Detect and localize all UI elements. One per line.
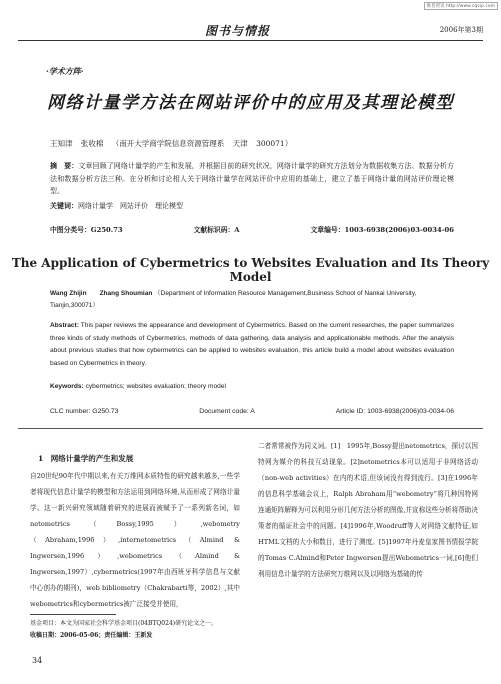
clc-zh: 中图分类号：G250.73 bbox=[50, 226, 123, 234]
meta-en bbox=[50, 408, 454, 415]
postcode-zh: 300071） bbox=[256, 139, 293, 148]
keywords-zh bbox=[50, 200, 454, 213]
article-id-zh: 文章编号：1003-6938(2006)03-0034-06 bbox=[310, 226, 454, 234]
authors-zh bbox=[50, 138, 298, 149]
abstract-zh-label: 摘 要： bbox=[50, 161, 79, 170]
author-2: 张收棉 bbox=[80, 139, 104, 148]
keywords-en bbox=[50, 383, 226, 390]
clc-en: CLC number: G250.73 bbox=[50, 408, 119, 415]
abstract-en-text: This paper reviews the appearance and development of Cybermetrics. Based on the current researches, the paper summarizes three kinds of study methods of Cybermetrics, methods of data gathering, data analysis and applicationable methods. After the analysis about previous studies that how cybermetrics can be applied to websites evaluation, this article build a model about websites evaluation based on Cybermetrics in theory. bbox=[50, 322, 454, 367]
article-id-en: Article ID: 1003-6938(2006)03-0034-06 bbox=[335, 408, 454, 415]
section-1-body: 自20世纪90年代中期以来,有关万维网本质特性的研究越来越多,一些学者将现代信息计量学的模型和方法运用到网络环境,从而形成了网络计量学。这一新兴研究领域随着研究的进展而被赋予了一系列新名词，如netometrics（Bossy,1995）,webometry（Abraham,1996）,internetometrics（Almind & Ingwersen,1996）,webometrics（Almind & Ingwersen,1997）,cybermetrics(1997年由西班牙科学信息与文献中心创办的期刊)，web bibliometry（Chakrabarti等，2002）,其中webometrics和cybermetrics被广泛接受并使用， bbox=[30, 472, 240, 608]
affiliation-en: （Department of Information Resource Management,Business School of Nankai University, Tianjin,300071） bbox=[50, 290, 417, 309]
watermark: 维普资讯 http://www.cqvip.com bbox=[424, 2, 498, 10]
section-label: ·学术方阵· bbox=[46, 66, 84, 76]
doc-code-zh: 文献标识码：A bbox=[193, 226, 240, 234]
authors-en bbox=[50, 288, 454, 312]
affiliation-zh: （南开大学商学院信息资源管理系 bbox=[111, 139, 225, 148]
meta-zh bbox=[50, 224, 454, 234]
page-number: 34 bbox=[32, 656, 43, 665]
city-zh: 天津 bbox=[232, 139, 248, 148]
section-divider bbox=[18, 428, 483, 429]
keywords-en-label: Keywords: bbox=[50, 383, 84, 390]
abstract-en-label: Abstract: bbox=[50, 322, 79, 329]
right-column-body: 二者常常被作为同义词。[1] 1995年,Bossy提出netometrics，探讨以因特网为媒介的科技互动现象。[2]netometrics本可以适用于非网络活动（non-web activities）在内的术语,但该词没有得到流行。[3]在1996年的信息科学基础会议上，Ralph Abraham用“webometry”将几种因特网连通矩阵解释为可以利用分形几何方法分析的图像,并宣称这些分析将帮助决策者的循证社会中的问题。[4]1996年,Woodruff等人对网络文献特征,如HTML文档的大小和数目，进行了测度。[5]1997年丹麦皇家图书情报学院的Tomas C.Almind和Peter Ingwersen提出Webometrics一词,[6]他们利用信息计量学的方法研究万维网以及以网络为基础的传 bbox=[258, 442, 478, 578]
footnote-received: 收稿日期：2006-05-06；责任编辑：王新发 bbox=[30, 632, 153, 639]
keywords-zh-label: 关键词： bbox=[50, 201, 78, 210]
abstract-zh-text: 文章回顾了网络计量学的产生和发展，并根据目前的研究状况，网络计量学的研究方法划分为数据收集方法、数据分析方法和数据分析方法三种。在分析和讨论相人关于网络计量学在网站评价中应用的基础上，建立了基于网络计量的网站评价理论模型。 bbox=[50, 162, 455, 195]
footnote-fund: 基金项目：本文为国家社会科学基金项目(04BTQ024)研究论文之一。 bbox=[30, 620, 218, 627]
journal-name: 图书与情报 bbox=[205, 24, 271, 38]
page-title-en: The Application of Cybermetrics to Websites Evaluation and Its Theory Model bbox=[11, 256, 490, 284]
abstract-en bbox=[50, 320, 454, 370]
footnote-separator bbox=[30, 614, 116, 615]
authors-en-names: Wang Zhijin Zhang Shoumian bbox=[50, 290, 153, 297]
doc-code-en: Document code: A bbox=[199, 408, 255, 415]
header-rule bbox=[18, 40, 483, 41]
author-1: 王知津 bbox=[50, 139, 73, 148]
keywords-en-text: cybermetrics; websites evaluation; theory model bbox=[85, 383, 226, 390]
issue-number: 2006年第3期 bbox=[439, 26, 483, 34]
section-1-heading: 1 网络计量学的产生和发展 bbox=[38, 454, 134, 463]
abstract-zh bbox=[50, 160, 454, 198]
page-title-zh: 网络计量学方法在网站评价中的应用及其理论模型 bbox=[47, 93, 454, 113]
keywords-zh-text: 网络计量学 网站评价 理论模型 bbox=[78, 202, 183, 210]
